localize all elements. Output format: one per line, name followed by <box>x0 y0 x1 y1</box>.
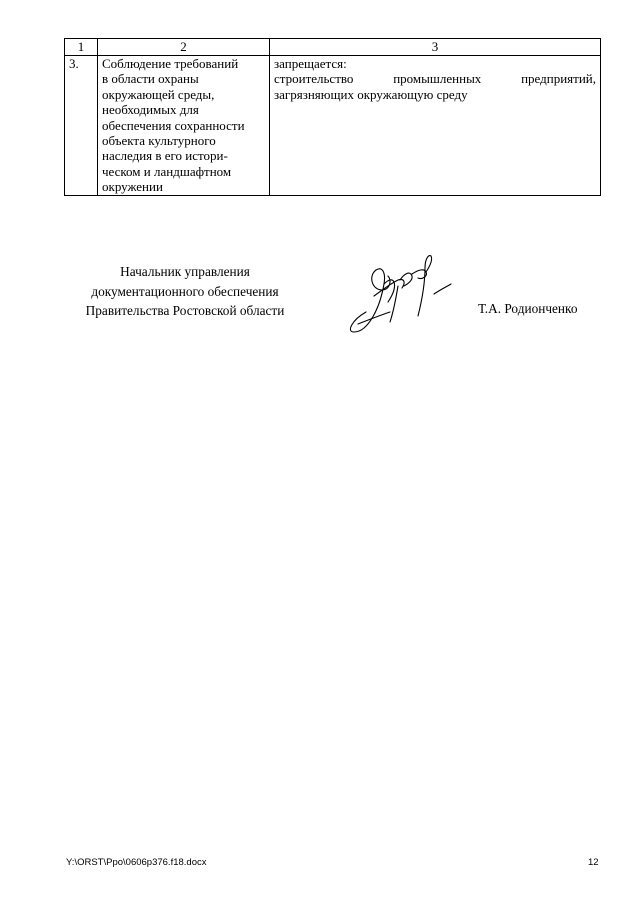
signatory-title-line: Начальник управления <box>120 264 250 279</box>
requirement-line: в области охраны <box>102 71 199 87</box>
header-col-2: 2 <box>98 39 270 56</box>
restriction-heading: запрещается: <box>274 56 347 71</box>
header-col-1: 1 <box>65 39 98 56</box>
requirement-line: необходимых для <box>102 102 199 118</box>
requirement-line: обеспечения сохранности <box>102 117 245 133</box>
footer-page-number: 12 <box>588 857 599 868</box>
requirement-cell <box>98 56 270 196</box>
signatory-name: Т.А. Родионченко <box>478 301 578 316</box>
signatory-title-line: Правительства Ростовской области <box>85 303 285 318</box>
header-col-3: 3 <box>270 39 601 56</box>
requirement-line: ческом и ландшафтном <box>102 163 232 179</box>
signatory-title <box>60 262 310 321</box>
restriction-text-line: загрязняющих окружающую среду <box>274 86 468 102</box>
signatory-title-line: документационного обеспечения <box>91 283 279 299</box>
handwritten-signature <box>338 250 453 335</box>
requirement-line: Соблюдение требований <box>102 56 239 71</box>
restriction-cell <box>270 56 601 196</box>
row-number: 3. <box>65 56 98 196</box>
footer-file-path: Y:\ORST\Ppo\0606p376.f18.docx <box>66 857 207 868</box>
table-row <box>65 56 601 196</box>
requirement-line: объекта культурного <box>102 133 216 149</box>
requirements-table <box>64 38 601 196</box>
requirement-line: окружении <box>102 179 163 195</box>
table-header-row <box>65 39 601 56</box>
requirement-line: окружающей среды, <box>102 86 215 102</box>
requirement-line: наследия в его истори- <box>102 148 228 164</box>
restriction-text-line: строительство промышленных предприятий, <box>274 71 596 87</box>
